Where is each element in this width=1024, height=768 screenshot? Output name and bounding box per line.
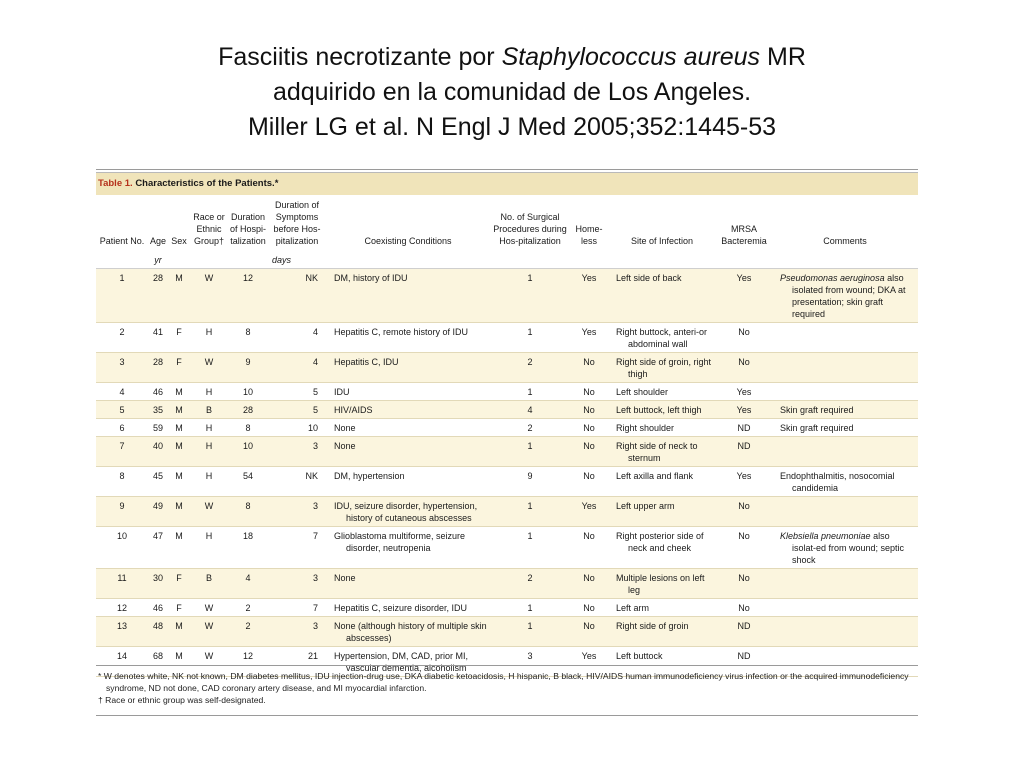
cell-homeless: No [570, 599, 608, 617]
cell-mrsa: No [716, 527, 772, 569]
cell-site: Left upper arm [608, 497, 716, 527]
cell-conditions: None [326, 419, 490, 437]
cell-sex: F [168, 353, 190, 383]
cell-sex: M [168, 269, 190, 323]
cell-patient-no: 6 [96, 419, 148, 437]
cell-race: H [190, 383, 228, 401]
cell-sex: M [168, 647, 190, 677]
cell-patient-no: 9 [96, 497, 148, 527]
cell-procedures: 9 [490, 467, 570, 497]
cell-duration-hosp: 2 [228, 617, 268, 647]
cell-procedures: 4 [490, 401, 570, 419]
cell-age: 30 [148, 569, 168, 599]
cell-mrsa: No [716, 569, 772, 599]
cell-duration-symptoms: NK [268, 467, 326, 497]
cell-race: W [190, 599, 228, 617]
header-mrsa: MRSA Bacteremia [721, 224, 767, 246]
cell-patient-no: 12 [96, 599, 148, 617]
cell-patient-no: 11 [96, 569, 148, 599]
cell-mrsa: No [716, 323, 772, 353]
header-homeless: Home-less [575, 224, 603, 246]
cell-sex: M [168, 401, 190, 419]
cell-mrsa: ND [716, 437, 772, 467]
cell-race: H [190, 323, 228, 353]
header-procedures: No. of Surgical Procedures during Hos-pitalization [493, 212, 567, 246]
cell-procedures: 1 [490, 527, 570, 569]
cell-conditions: DM, history of IDU [326, 269, 490, 323]
cell-site: Left arm [608, 599, 716, 617]
cell-homeless: No [570, 353, 608, 383]
header-duration-hosp: Duration of Hospi-talization [229, 212, 266, 246]
table-label: Table 1. [98, 178, 133, 189]
cell-patient-no: 3 [96, 353, 148, 383]
cell-duration-symptoms: 3 [268, 497, 326, 527]
table-row [96, 569, 918, 599]
cell-race: W [190, 269, 228, 323]
cell-conditions: Hypertension, DM, CAD, prior MI, vascular dementia, alcoholism [326, 647, 490, 677]
cell-patient-no: 7 [96, 437, 148, 467]
cell-duration-symptoms: 21 [268, 647, 326, 677]
cell-homeless: Yes [570, 647, 608, 677]
cell-comments [772, 383, 918, 401]
cell-duration-hosp: 12 [228, 647, 268, 677]
cell-procedures: 1 [490, 599, 570, 617]
units-row [96, 251, 918, 269]
table-caption [96, 172, 918, 195]
cell-patient-no: 1 [96, 269, 148, 323]
cell-site: Left buttock [608, 647, 716, 677]
cell-site: Right side of groin [608, 617, 716, 647]
title-line-2: adquirido en la comunidad de Los Angeles. [272, 78, 752, 106]
header-site: Site of Infection [630, 236, 694, 246]
cell-sex: F [168, 569, 190, 599]
footnotes [96, 665, 918, 706]
cell-patient-no: 5 [96, 401, 148, 419]
cell-age: 28 [148, 353, 168, 383]
cell-duration-hosp: 10 [228, 437, 268, 467]
cell-age: 45 [148, 467, 168, 497]
cell-conditions: Hepatitis C, IDU [326, 353, 490, 383]
cell-procedures: 1 [490, 617, 570, 647]
cell-site: Multiple lesions on left leg [608, 569, 716, 599]
table-row [96, 527, 918, 569]
cell-duration-symptoms: 7 [268, 527, 326, 569]
title-citation: Miller LG et al. N Engl J Med 2005;352:1445-53 [247, 113, 777, 141]
cell-site: Right buttock, anteri-or abdominal wall [608, 323, 716, 353]
cell-comments [772, 437, 918, 467]
cell-comments [772, 497, 918, 527]
header-duration-symptoms: Duration of Symptoms before Hos-pitalization [273, 200, 321, 246]
cell-homeless: No [570, 383, 608, 401]
cell-age: 49 [148, 497, 168, 527]
cell-duration-symptoms: 10 [268, 419, 326, 437]
cell-sex: M [168, 437, 190, 467]
cell-conditions: IDU [326, 383, 490, 401]
cell-sex: M [168, 467, 190, 497]
cell-procedures: 2 [490, 419, 570, 437]
cell-duration-symptoms: 3 [268, 437, 326, 467]
cell-sex: M [168, 383, 190, 401]
cell-mrsa: Yes [716, 401, 772, 419]
cell-patient-no: 13 [96, 617, 148, 647]
cell-conditions: HIV/AIDS [326, 401, 490, 419]
cell-patient-no: 2 [96, 323, 148, 353]
cell-site: Left buttock, left thigh [608, 401, 716, 419]
data-table [96, 198, 918, 677]
cell-homeless: Yes [570, 497, 608, 527]
cell-homeless: No [570, 437, 608, 467]
cell-age: 46 [148, 599, 168, 617]
cell-procedures: 2 [490, 569, 570, 599]
table-row [96, 401, 918, 419]
cell-patient-no: 8 [96, 467, 148, 497]
cell-age: 47 [148, 527, 168, 569]
cell-duration-hosp: 4 [228, 569, 268, 599]
table-row [96, 467, 918, 497]
cell-age: 59 [148, 419, 168, 437]
cell-mrsa: No [716, 497, 772, 527]
table-row [96, 599, 918, 617]
cell-homeless: No [570, 527, 608, 569]
table-row [96, 383, 918, 401]
cell-duration-symptoms: 5 [268, 401, 326, 419]
cell-conditions: DM, hypertension [326, 467, 490, 497]
table-row [96, 437, 918, 467]
header-race: Race or Ethnic Group† [193, 212, 225, 246]
cell-site: Right shoulder [608, 419, 716, 437]
cell-age: 35 [148, 401, 168, 419]
bottom-rule [96, 715, 918, 716]
cell-procedures: 1 [490, 383, 570, 401]
cell-procedures: 1 [490, 323, 570, 353]
cell-procedures: 1 [490, 269, 570, 323]
table-name: Characteristics of the Patients.* [135, 178, 279, 189]
cell-race: H [190, 419, 228, 437]
cell-duration-hosp: 18 [228, 527, 268, 569]
unit-duration: days [268, 251, 326, 269]
cell-patient-no: 4 [96, 383, 148, 401]
table-row [96, 323, 918, 353]
cell-comments [772, 323, 918, 353]
cell-mrsa: No [716, 599, 772, 617]
cell-conditions: IDU, seizure disorder, hypertension, history of cutaneous abscesses [326, 497, 490, 527]
cell-conditions: None [326, 437, 490, 467]
cell-site: Right side of neck to sternum [608, 437, 716, 467]
cell-duration-hosp: 12 [228, 269, 268, 323]
table-body [96, 269, 918, 677]
cell-sex: M [168, 497, 190, 527]
cell-site: Left shoulder [608, 383, 716, 401]
cell-comments: Skin graft required [772, 419, 918, 437]
cell-homeless: No [570, 569, 608, 599]
cell-conditions: Glioblastoma multiforme, seizure disorder, neutropenia [326, 527, 490, 569]
cell-sex: F [168, 323, 190, 353]
cell-duration-symptoms: 4 [268, 353, 326, 383]
cell-duration-symptoms: 3 [268, 569, 326, 599]
patient-table [96, 169, 918, 717]
cell-duration-symptoms: NK [268, 269, 326, 323]
cell-mrsa: ND [716, 647, 772, 677]
cell-mrsa: Yes [716, 269, 772, 323]
cell-duration-hosp: 8 [228, 323, 268, 353]
cell-comments: Klebsiella pneumoniae also isolat-ed from wound; septic shock [772, 527, 918, 569]
cell-conditions: None (although history of multiple skin abscesses) [326, 617, 490, 647]
cell-race: W [190, 497, 228, 527]
header-age: Age [149, 236, 166, 246]
header-row [96, 198, 918, 251]
cell-race: H [190, 437, 228, 467]
cell-homeless: Yes [570, 269, 608, 323]
cell-site: Left side of back [608, 269, 716, 323]
table-row [96, 617, 918, 647]
cell-procedures: 1 [490, 437, 570, 467]
header-comments: Comments [823, 236, 867, 246]
cell-site: Right posterior side of neck and cheek [608, 527, 716, 569]
cell-duration-hosp: 10 [228, 383, 268, 401]
cell-homeless: No [570, 617, 608, 647]
table-row [96, 419, 918, 437]
table-row [96, 269, 918, 323]
cell-comments: Pseudomonas aeruginosa also isolated from wound; DKA at presentation; skin graft required [772, 269, 918, 323]
cell-race: B [190, 401, 228, 419]
footnote-race: † Race or ethnic group was self-designated. [98, 695, 266, 705]
cell-duration-hosp: 8 [228, 419, 268, 437]
cell-race: W [190, 353, 228, 383]
cell-homeless: Yes [570, 323, 608, 353]
cell-comments: Skin graft required [772, 401, 918, 419]
cell-sex: M [168, 419, 190, 437]
cell-duration-hosp: 28 [228, 401, 268, 419]
cell-mrsa: ND [716, 617, 772, 647]
cell-comments [772, 353, 918, 383]
cell-race: W [190, 617, 228, 647]
cell-age: 46 [148, 383, 168, 401]
cell-duration-hosp: 54 [228, 467, 268, 497]
table-row [96, 353, 918, 383]
cell-race: H [190, 527, 228, 569]
cell-patient-no: 14 [96, 647, 148, 677]
unit-age: yr [148, 251, 168, 269]
cell-age: 41 [148, 323, 168, 353]
cell-duration-hosp: 9 [228, 353, 268, 383]
cell-homeless: No [570, 401, 608, 419]
cell-duration-symptoms: 5 [268, 383, 326, 401]
cell-race: W [190, 647, 228, 677]
cell-conditions: Hepatitis C, remote history of IDU [326, 323, 490, 353]
cell-comments: Endophthalmitis, nosocomial candidemia [772, 467, 918, 497]
cell-race: B [190, 569, 228, 599]
cell-age: 68 [148, 647, 168, 677]
cell-conditions: None [326, 569, 490, 599]
cell-homeless: No [570, 419, 608, 437]
cell-age: 48 [148, 617, 168, 647]
cell-procedures: 1 [490, 497, 570, 527]
cell-mrsa: No [716, 353, 772, 383]
footnote-abbreviations: * W denotes white, NK not known, DM diabetes mellitus, IDU injection-drug use, DKA diabetic ketoacidosis, H hispanic, B black, HIV/AIDS human immunodeficiency virus infection or the acquired immunodeficiency syndrome, ND not done, CAD coronary artery disease, and MI myocardial infarction. [98, 671, 909, 693]
cell-mrsa: ND [716, 419, 772, 437]
cell-age: 28 [148, 269, 168, 323]
cell-conditions: Hepatitis C, seizure disorder, IDU [326, 599, 490, 617]
cell-age: 40 [148, 437, 168, 467]
cell-duration-hosp: 8 [228, 497, 268, 527]
header-conditions: Coexisting Conditions [364, 236, 452, 246]
header-sex: Sex [171, 236, 187, 246]
cell-duration-hosp: 2 [228, 599, 268, 617]
header-patient: Patient No. [99, 236, 145, 246]
cell-comments [772, 617, 918, 647]
cell-patient-no: 10 [96, 527, 148, 569]
cell-sex: M [168, 527, 190, 569]
cell-procedures: 2 [490, 353, 570, 383]
cell-duration-symptoms: 4 [268, 323, 326, 353]
cell-mrsa: Yes [716, 383, 772, 401]
title-line-1: Fasciitis necrotizante por Staphylococcus aureus MR [218, 43, 806, 71]
cell-site: Right side of groin, right thigh [608, 353, 716, 383]
cell-homeless: No [570, 467, 608, 497]
cell-procedures: 3 [490, 647, 570, 677]
cell-site: Left axilla and flank [608, 467, 716, 497]
cell-sex: M [168, 617, 190, 647]
cell-race: H [190, 467, 228, 497]
cell-sex: F [168, 599, 190, 617]
cell-duration-symptoms: 3 [268, 617, 326, 647]
cell-mrsa: Yes [716, 467, 772, 497]
title-species: Staphylococcus aureus [501, 43, 761, 71]
table-row [96, 497, 918, 527]
cell-comments [772, 599, 918, 617]
slide-title [0, 40, 1024, 145]
cell-comments [772, 569, 918, 599]
cell-duration-symptoms: 7 [268, 599, 326, 617]
